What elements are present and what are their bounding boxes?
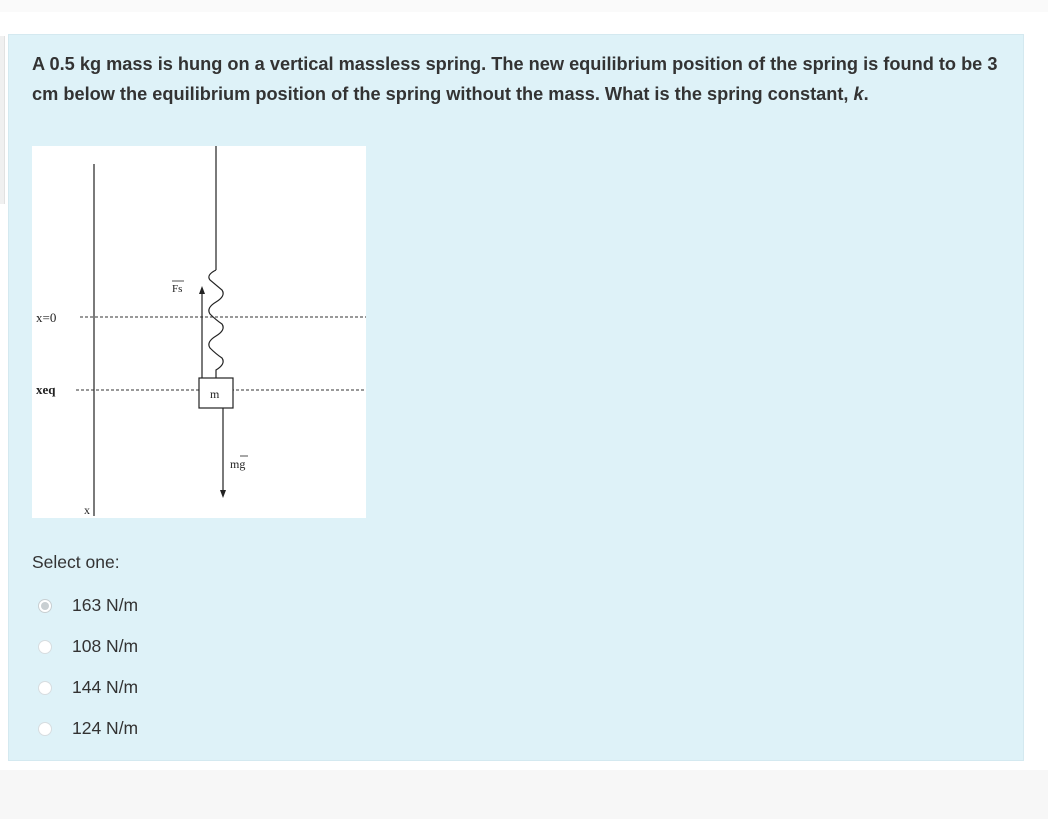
mass-label: m	[210, 387, 220, 401]
select-one-label: Select one:	[32, 552, 120, 572]
spring-constant-variable: k	[853, 84, 864, 104]
question-text-main: A 0.5 kg mass is hung on a vertical massless spring. The new equilibrium position of the spring is found to be 3 cm below the equilibrium position of the spring without the mass. What is the spring constant,	[32, 54, 998, 104]
question-text	[32, 49, 1002, 109]
question-info-tab	[0, 36, 5, 204]
spring-diagram	[32, 146, 366, 518]
answer-label-3[interactable]: 144 N/m	[72, 677, 139, 697]
bottom-strip	[0, 770, 1048, 819]
answer-label-2[interactable]: 108 N/m	[72, 636, 139, 656]
answer-radio-2[interactable]	[38, 640, 52, 654]
xeq-label: xeq	[36, 382, 56, 397]
answer-radio-1[interactable]	[38, 599, 52, 613]
answer-option-4[interactable]	[38, 708, 138, 749]
spring-force-arrowhead	[199, 286, 205, 294]
answer-label-4[interactable]: 124 N/m	[72, 718, 139, 738]
top-strip	[0, 0, 1048, 12]
weight-label: mg	[230, 457, 246, 471]
answer-option-2[interactable]	[38, 626, 138, 667]
answer-label-1[interactable]: 163 N/m	[72, 595, 139, 615]
spring-diagram-svg	[32, 146, 366, 518]
answer-radio-4[interactable]	[38, 722, 52, 736]
weight-arrowhead	[220, 490, 226, 498]
answer-option-1[interactable]	[38, 585, 138, 626]
x-axis-label: x	[84, 503, 90, 517]
spring-coil	[209, 270, 223, 378]
question-text-end: .	[863, 84, 869, 104]
x0-label: x=0	[36, 310, 57, 325]
spring-force-label: Fs	[172, 283, 183, 295]
answer-radio-3[interactable]	[38, 681, 52, 695]
answer-option-3[interactable]	[38, 667, 138, 708]
answer-list	[38, 585, 138, 749]
question-panel	[8, 34, 1024, 761]
